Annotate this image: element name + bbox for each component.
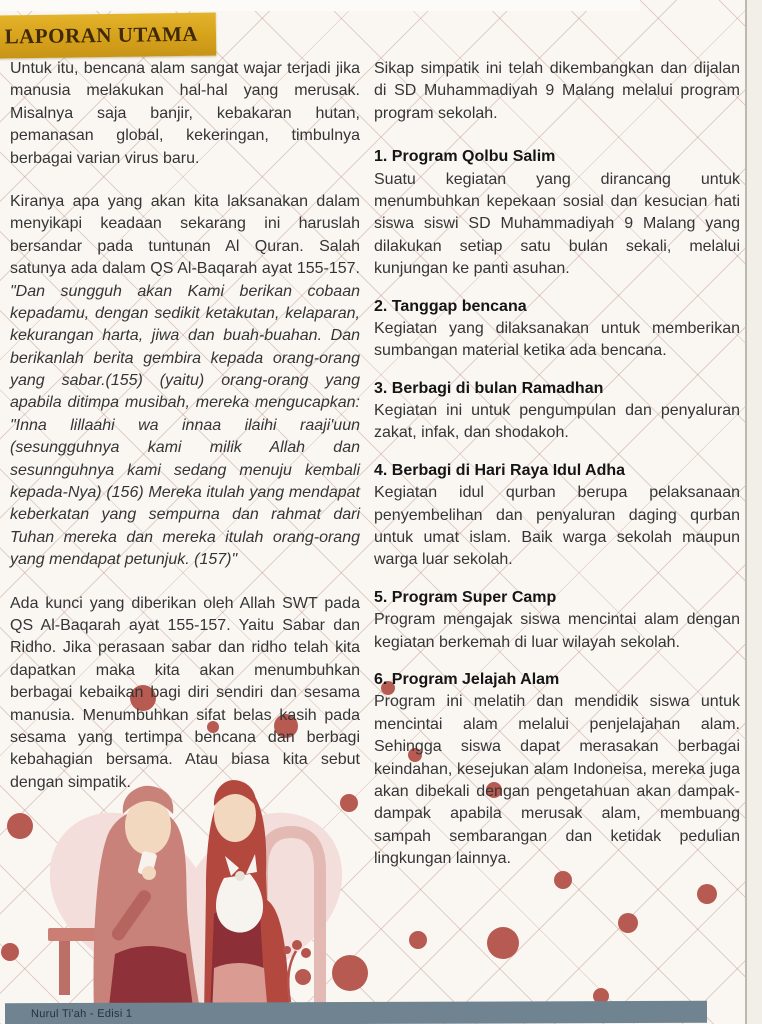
program-body: Kegiatan idul qurban berupa pelaksanaan penyembelihan dan penyaluran daging qurban untuk umat islam. Baik warga sekolah maupun warga luar sekolah. xyxy=(374,484,740,569)
program-item xyxy=(374,669,740,871)
page-right-edge xyxy=(747,0,762,1024)
decor-dot xyxy=(295,969,311,985)
program-body: Kegiatan ini untuk pengumpulan dan penyaluran zakat, infak, dan shodakoh. xyxy=(374,402,740,442)
section-badge xyxy=(0,12,216,58)
program-item xyxy=(374,146,740,280)
paragraph-quran xyxy=(10,191,360,572)
quran-quote: "Dan sungguh akan Kami berikan cobaan kepadamu, dengan sedikit ketakutan, kelaparan, kekurangan harta, jiwa dan buah-buahan. Dan berikanlah berita gembira kepada orang-orang yang sabar.(155) (yaitu) orang-orang yang apabila ditimpa musibah, mereka mengucapkan: "Inna lillaahi wa innaa ilaihi raaji'uun (sesungguhnya kami milik Allah dan sesunnguhnya kami sedang menuju kembali kepada-Nya) (156) Mereka itulah yang mendapat keberkatan yang sempurna dan rahmat dari Tuhan mereka dan mereka itulah orang-orang yang mendapat petunjuk. (157)" xyxy=(10,282,360,569)
decor-dot xyxy=(697,884,717,904)
program-heading: 1. Program Qolbu Salim xyxy=(374,148,556,166)
program-heading: 4. Berbagi di Hari Raya Idul Adha xyxy=(374,461,626,479)
section-badge-label: LAPORAN UTAMA xyxy=(4,21,199,49)
page-edge-line xyxy=(745,0,747,1024)
program-item xyxy=(374,460,740,572)
program-heading: 3. Berbagi di bulan Ramadhan xyxy=(374,379,604,397)
program-item xyxy=(374,378,740,445)
program-body: Program ini melatih dan mendidik siswa untuk mencintai alam melalui penjelajahan alam. Sehingga siswa dapat merasakan berbagai keindahan, kesejukan alam Indoneisa, mereka juga akan dibekali dengan pengetahuan akan dampak-dampak apabila merusak alam, membuang sampah sembarangan dan ketidak pedulian lingkungan lainnya. xyxy=(374,693,740,868)
program-body: Program mengajak siswa mencintai alam dengan kegiatan berkemah di luar wilayah sekolah. xyxy=(374,611,740,651)
footer-bar xyxy=(5,1001,707,1024)
photo-top-edge xyxy=(0,0,640,11)
paragraph-key: Ada kunci yang diberikan oleh Allah SWT pada QS Al-Baqarah ayat 155-157. Yaitu Sabar dan Ridho. Jika perasaan sabar dan ridho telah kita dapatkan maka kita akan menumbuhkan berbagai kebaikan bagi diri sendiri dan sesama manusia. Menumbuhkan sifat belas kasih pada sesama yang tertimpa bencana dan berbagi kebahagian bersama. Atau biasa kita sebut dengan simpatik. xyxy=(10,594,360,791)
decor-dot xyxy=(1,943,19,961)
decor-dot xyxy=(332,955,368,991)
decor-dot xyxy=(487,927,519,959)
footer-credit: Nurul Ti'ah - Edisi 1 xyxy=(30,1007,133,1021)
program-body: Suatu kegiatan yang dirancang untuk menumbuhkan kepekaan sosial dan kesucian hati siswa siswi SD Muhammadiyah 9 Malang yang dilakukan setiap satu bulan sekali, melalui kunjungan ke panti asuhan. xyxy=(374,170,740,278)
decor-dot xyxy=(409,931,427,949)
paragraph-programs-intro: Sikap simpatik ini telah dikembangkan dan dijalan di SD Muhammadiyah 9 Malang melalui program program sekolah. xyxy=(374,60,740,122)
program-item xyxy=(374,587,740,654)
program-heading: 6. Program Jelajah Alam xyxy=(374,670,560,688)
paragraph-intro: Untuk itu, bencana alam sangat wajar terjadi jika manusia melakukan hal-hal yang merusak. Misalnya saja banjir, kebakaran hutan, pemanasan global, kekeringan, timbulnya berbagai varian virus baru. xyxy=(10,60,360,167)
decor-dot xyxy=(618,913,638,933)
left-column xyxy=(10,58,360,886)
quran-lead: Kiranya apa yang akan kita laksanakan dalam menyikapi keadaan sekarang ini haruslah bersandar pada tuntunan Al Quran. Salah satunya ada dalam QS Al-Baqarah ayat 155-157. xyxy=(10,192,360,278)
program-heading: 5. Program Super Camp xyxy=(374,588,557,606)
program-item xyxy=(374,296,740,363)
program-body: Kegiatan yang dilaksanakan untuk memberikan sumbangan material ketika ada bencana. xyxy=(374,319,740,360)
right-column xyxy=(374,58,740,886)
article-body xyxy=(10,58,740,886)
program-heading: 2. Tanggap bencana xyxy=(374,297,527,315)
